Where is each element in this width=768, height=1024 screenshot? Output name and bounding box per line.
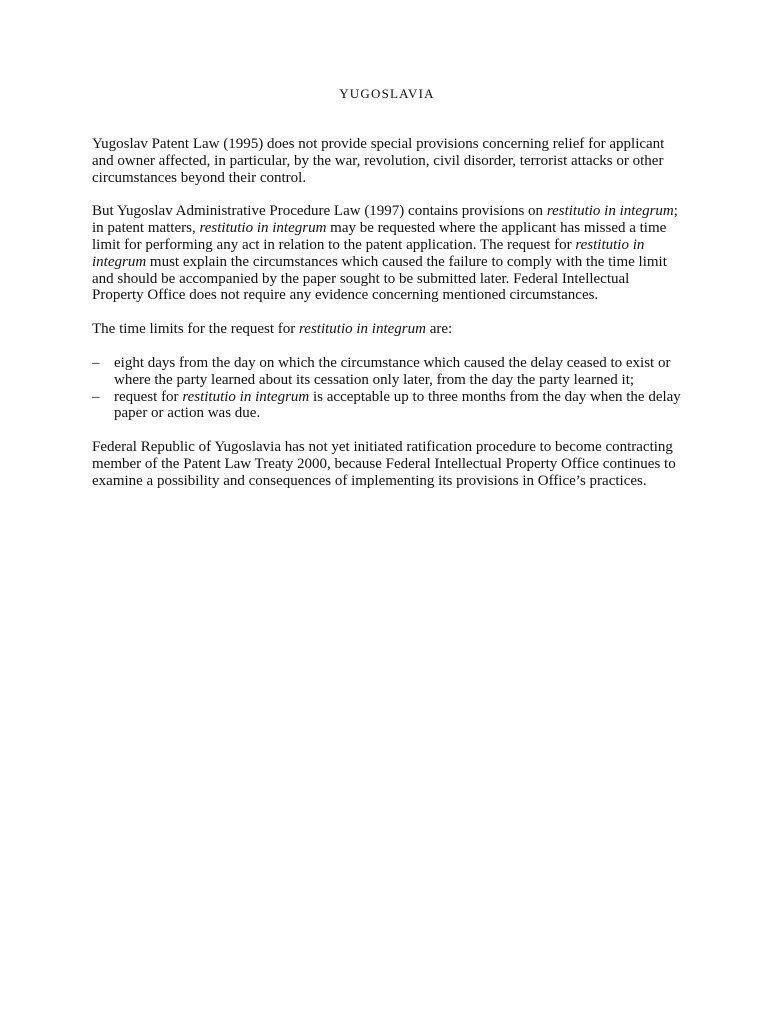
document-page: [92, 86, 682, 507]
text-span: are:: [425, 321, 453, 338]
page-title: YUGOSLAVIA: [339, 86, 435, 101]
text-span: must explain the circumstances which caused the failure to comply with the time limit and should be accompanied by the paper sought to be submitted later. Federal Intellectual Property Office does not require any evidence concerning mentioned circumstances.: [92, 253, 667, 304]
italic-term: restitutio in integrum: [546, 203, 674, 220]
text-span: The time limits for the request for: [92, 321, 300, 338]
text-span: may be requested where the applicant has missed a time limit for performing any act in relation to the patent application. The request for: [92, 220, 667, 253]
paragraph-patent-law: Yugoslav Patent Law (1995) does not provide special provisions concerning relief for applicant and owner affected, in particular, by the war, revolution, civil disorder, terrorist attacks or other circumstances beyond their control.: [92, 136, 665, 186]
paragraph-administrative-procedure: [92, 203, 682, 304]
dash-bullet: –: [92, 388, 100, 405]
text-span: is acceptable up to three months from the day when the delay paper or action was due.: [114, 388, 681, 422]
list-item-text: eight days from the day on which the circumstance which caused the delay ceased to exist or where the party learned about its cessation only later, from the day the party learned it;: [114, 354, 671, 388]
paragraph-ratification: Federal Republic of Yugoslavia has not yet initiated ratification procedure to become contracting member of the Patent Law Treaty 2000, because Federal Intellectual Property Office continues to examine a possibility and consequences of implementing its provisions in Office’s practices.: [92, 439, 676, 489]
text-span: But Yugoslav Administrative Procedure Law (1997) contains provisions on: [92, 203, 547, 220]
time-limits-list: [92, 355, 682, 422]
italic-term: restitutio in integrum: [92, 236, 645, 270]
italic-term: restitutio in integrum: [182, 388, 310, 405]
list-item: [92, 389, 682, 423]
text-span: request for: [114, 388, 183, 405]
text-span: ; in patent matters,: [92, 203, 678, 237]
list-item: [92, 355, 682, 389]
dash-bullet: –: [92, 354, 100, 371]
paragraph-time-limits-intro: [92, 321, 682, 338]
italic-term: restitutio in integrum: [299, 321, 426, 338]
italic-term: restitutio in integrum: [199, 220, 327, 237]
